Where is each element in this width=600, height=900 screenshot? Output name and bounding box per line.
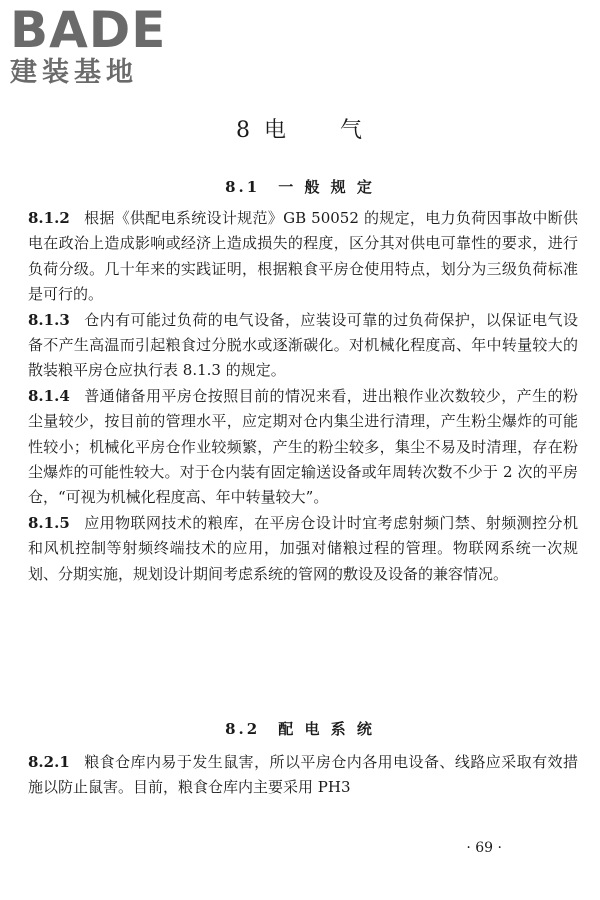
section-number: 8.1 xyxy=(225,178,261,196)
clause-text: 根据《供配电系统设计规范》GB 50052 的规定，电力负荷因事故中断供电在政治上造成影响或经济上造成损失的程度，区分其对供电可靠性的要求，进行负荷分级。几十年来的实践证明，根据粮食平房仓使用特点，划分为三级负荷标准是可行的。 xyxy=(28,209,578,304)
section-heading: 一 般 规 定 xyxy=(278,178,375,196)
clause-text: 应用物联网技术的粮库，在平房仓设计时宜考虑射频门禁、射频测控分机和风机控制等射频终端技术的应用，加强对储粮过程的管理。物联网系统一次规划、分期实施，规划设计期间考虑系统的管网的敷设及设备的兼容情况。 xyxy=(28,513,578,583)
chapter-title-part1: 电 xyxy=(263,118,288,143)
clause-paragraph xyxy=(28,384,578,511)
logo-brand-text: BADE xyxy=(10,1,167,59)
section-body-8-1 xyxy=(28,206,578,587)
clause-number: 8.2.1 xyxy=(28,753,70,771)
chapter-number: 8 xyxy=(235,118,252,143)
clause-paragraph xyxy=(28,206,578,308)
section-heading: 配 电 系 统 xyxy=(278,720,375,738)
clause-number: 8.1.4 xyxy=(28,386,70,405)
clause-paragraph xyxy=(28,511,578,587)
section-body-8-2 xyxy=(28,750,578,801)
clause-text: 普通储备用平房仓按照目前的情况来看，进出粮作业次数较少，产生的粉尘量较少，按目前的管理水平，应定期对仓内集尘进行清理，产生粉尘爆炸的可能性较小；机械化平房仓作业较频繁，产生的粉尘较多，集尘不易及时清理，存在粉尘爆炸的可能性较大。对于仓内装有固定输送设备或年周转次数不少于 2 次的平房仓，“可视为机械化程度高、年中转量较大”。 xyxy=(28,386,578,507)
clause-paragraph xyxy=(28,750,578,801)
page-number: · 69 · xyxy=(466,840,502,856)
clause-number: 8.1.2 xyxy=(28,209,70,227)
clause-number: 8.1.3 xyxy=(28,310,70,329)
brand-logo xyxy=(10,1,167,88)
clause-text: 仓内有可能过负荷的电气设备，应装设可靠的过负荷保护，以保证电气设备不产生高温而引起粮食过分脱水或逐渐碳化。对机械化程度高、年中转量较大的散装粮平房仓应执行表 8.1.3 的规定。 xyxy=(28,310,578,380)
chapter-title-part2: 气 xyxy=(340,118,365,143)
logo-subtitle: 建装基地 xyxy=(10,57,138,88)
clause-paragraph xyxy=(28,308,578,384)
clause-number: 8.1.5 xyxy=(28,513,70,532)
chapter-title xyxy=(0,113,600,144)
section-title-8-2 xyxy=(0,718,600,739)
section-number: 8.2 xyxy=(225,720,261,738)
section-title-8-1 xyxy=(0,176,600,197)
clause-text: 粮食仓库内易于发生鼠害，所以平房仓内各用电设备、线路应采取有效措施以防止鼠害。目前，粮食仓库内主要采用 PH3 xyxy=(28,753,578,797)
